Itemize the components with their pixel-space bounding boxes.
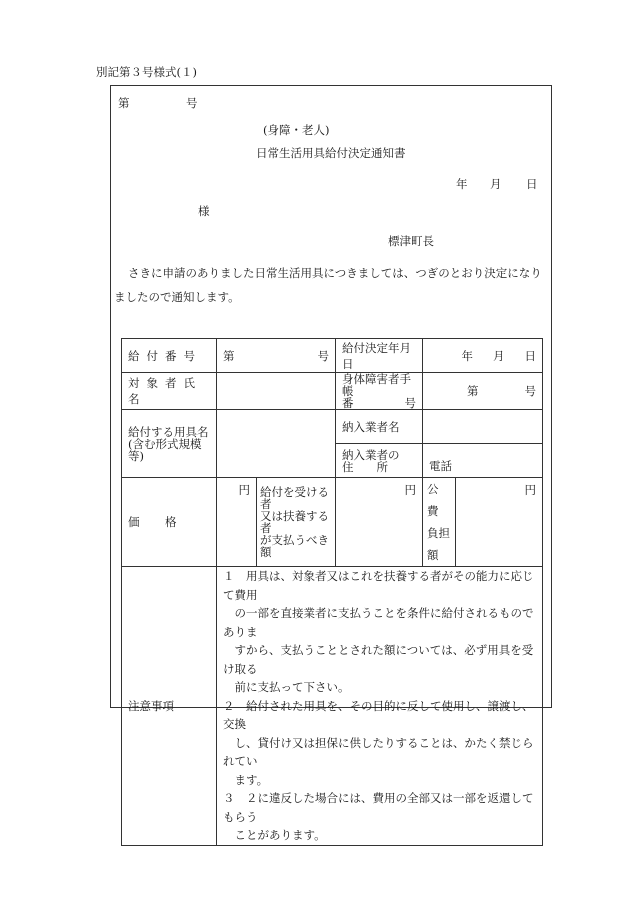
body-line-1: さきに申請のありました日常生活用具につきましては、つぎのとおり決定になり	[128, 266, 542, 280]
benefit-no-label: 給付番号	[122, 339, 217, 373]
form-id: 別記第３号様式(１)	[96, 65, 197, 79]
notes-line: １ 用具は、対象者又はこれを扶養する者がその能力に応じて費用	[223, 569, 534, 602]
notebook-number-cell: 第 号	[423, 373, 543, 410]
equipment-name-cell	[217, 410, 336, 478]
public-share-cell: 円	[456, 478, 543, 567]
date-month-label: 月	[490, 177, 502, 191]
doc-number-suffix: 号	[186, 96, 198, 110]
equipment-name-label: 給付する用具名 (含む形式規模 等)	[122, 410, 217, 478]
notes-line: 前に支払って下さい。	[223, 680, 350, 694]
date-year-label: 年	[456, 177, 468, 191]
decision-date-cell: 年 月 日	[423, 339, 543, 373]
benefit-table	[121, 338, 543, 846]
notes-line: し、貸付け又は担保に供したりすることは、かたく禁じられてい	[223, 735, 534, 768]
addressee-suffix: 様	[198, 204, 210, 218]
vendor-name-cell	[423, 410, 543, 444]
notes-cell	[217, 567, 543, 846]
date-day-label: 日	[526, 177, 538, 191]
copay-label: 給付を受ける者 又は扶養する者 が支払うべき額	[257, 478, 336, 567]
recipient-name-label: 対象者氏名	[122, 373, 217, 410]
notes-line: すから、支払うこととされた額については、必ず用具を受け取る	[223, 643, 534, 676]
notes-line: の一部を直接業者に支払うことを条件に給付されるものでありま	[223, 606, 534, 639]
body-line-2: ましたので通知します。	[114, 290, 240, 304]
issuer: 標津町長	[388, 234, 434, 248]
notes-line: ３ ２に違反した場合には、費用の全部又は一部を返還してもらう	[223, 791, 534, 824]
public-share-label: 公 費 負担額	[423, 478, 456, 567]
price-cell: 円	[217, 478, 257, 567]
vendor-name-label: 納入業者名	[336, 410, 423, 444]
notes-line: ます。	[223, 772, 269, 787]
vendor-address-label: 納入業者の 住 所	[336, 444, 423, 478]
doc-title: 日常生活用具給付決定通知書	[256, 146, 406, 160]
benefit-no-cell: 第 号	[217, 339, 336, 373]
notes-line: ２ 給付された用具を、その目的に反して使用し、譲渡し、交換	[223, 698, 534, 731]
doc-subtitle: (身障・老人)	[263, 123, 330, 137]
vendor-address-cell: 電話	[423, 444, 543, 478]
price-label: 価 格	[122, 478, 217, 567]
copay-cell: 円	[336, 478, 423, 567]
notes-label: 注意事項	[122, 567, 217, 846]
notebook-number-label: 身体障害者手帳 番 号	[336, 373, 423, 410]
recipient-name-cell	[217, 373, 336, 410]
decision-date-label: 給付決定年月日	[336, 339, 423, 373]
notes-line: ことがあります。	[223, 828, 326, 842]
doc-number-prefix: 第	[118, 96, 130, 110]
